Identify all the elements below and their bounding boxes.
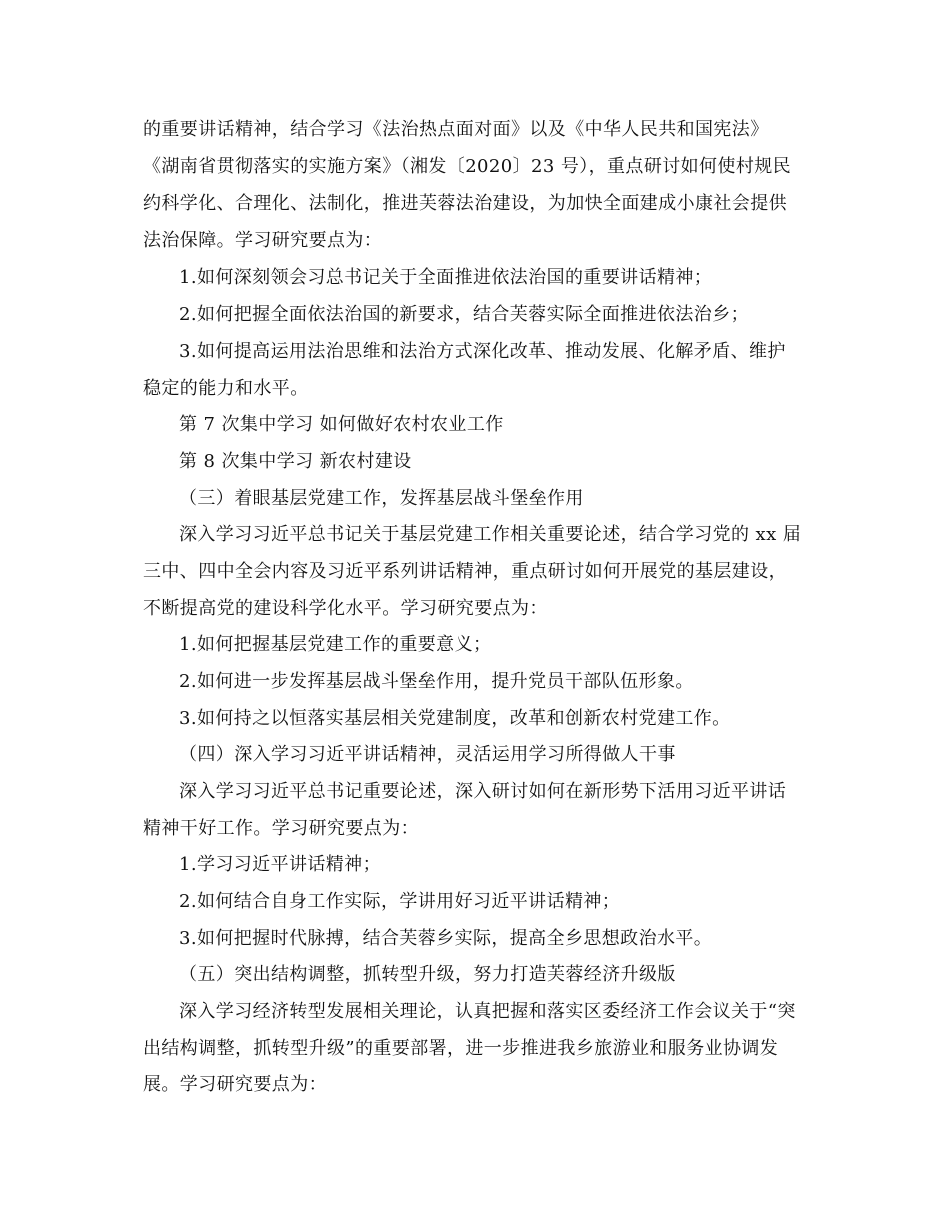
section-5-paragraph-line-1: 深入学习经济转型发展相关理论，认真把握和落实区委经济工作会议关于“突 <box>179 1001 796 1022</box>
section-heading-4: （四）深入学习习近平讲话精神，灵活运用学习所得做人干事 <box>179 744 676 765</box>
section-5-paragraph-line-2: 出结构调整，抓转型升级”的重要部署，进一步推进我乡旅游业和服务业协调发 <box>143 1038 779 1059</box>
session-7-line: 第 7 次集中学习 如何做好农村农业工作 <box>179 414 504 435</box>
section-4-paragraph-line-1: 深入学习习近平总书记重要论述，深入研讨如何在新形势下活用习近平讲话 <box>179 781 787 802</box>
section-3-paragraph-line-1: 深入学习习近平总书记关于基层党建工作相关重要论述，结合学习党的 xx 届 <box>179 524 802 545</box>
section-5-paragraph-line-3: 展。学习研究要点为： <box>143 1074 327 1095</box>
paragraph-line-1: 的重要讲话精神，结合学习《法治热点面对面》以及《中华人民共和国宪法》 <box>143 119 769 140</box>
list-item-2: 2.如何把握全面依法治国的新要求，结合芙蓉实际全面推进依法治乡； <box>179 304 749 325</box>
section-heading-5: （五）突出结构调整，抓转型升级，努力打造芙蓉经济升级版 <box>179 964 676 985</box>
section-3-list-item-2: 2.如何进一步发挥基层战斗堡垒作用，提升党员干部队伍形象。 <box>179 671 694 692</box>
paragraph-line-2: 《湖南省贯彻落实的实施方案》（湘发〔2020〕23 号），重点研讨如何使村规民 <box>143 156 792 177</box>
paragraph-line-3: 约科学化、合理化、法制化，推进芙蓉法治建设，为加快全面建成小康社会提供 <box>143 193 787 214</box>
section-4-list-item-1: 1.学习习近平讲话精神； <box>179 854 381 875</box>
section-4-list-item-3: 3.如何把握时代脉搏，结合芙蓉乡实际，提高全乡思想政治水平。 <box>179 928 713 949</box>
section-3-list-item-1: 1.如何把握基层党建工作的重要意义； <box>179 634 492 655</box>
section-4-list-item-2: 2.如何结合自身工作实际，学讲用好习近平讲话精神； <box>179 891 621 912</box>
section-heading-3: （三）着眼基层党建工作，发挥基层战斗堡垒作用 <box>179 488 584 509</box>
session-8-line: 第 8 次集中学习 新农村建设 <box>179 451 412 472</box>
paragraph-line-4: 法治保障。学习研究要点为： <box>143 230 383 251</box>
section-3-list-item-3: 3.如何持之以恒落实基层相关党建制度，改革和创新农村党建工作。 <box>179 708 731 729</box>
list-item-3-continued: 稳定的能力和水平。 <box>143 378 309 399</box>
list-item-3: 3.如何提高运用法治思维和法治方式深化改革、推动发展、化解矛盾、维护 <box>179 341 786 362</box>
section-4-paragraph-line-2: 精神干好工作。学习研究要点为： <box>143 818 419 839</box>
section-3-paragraph-line-2: 三中、四中全会内容及习近平系列讲话精神，重点研讨如何开展党的基层建设， <box>143 561 787 582</box>
section-3-paragraph-line-3: 不断提高党的建设科学化水平。学习研究要点为： <box>143 598 548 619</box>
list-item-1: 1.如何深刻领会习总书记关于全面推进依法治国的重要讲话精神； <box>179 267 713 288</box>
